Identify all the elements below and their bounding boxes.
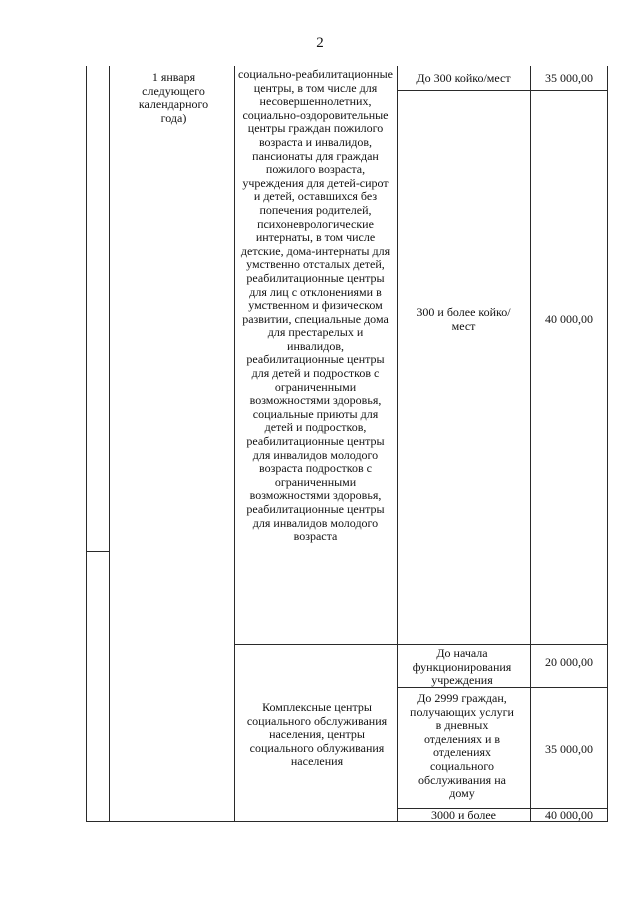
capacity-cell: До 300 койко/мест — [416, 71, 511, 85]
amount-cell: 35 000,00 — [545, 742, 593, 756]
capacity-cell: До начала функционирования учреждения — [412, 646, 512, 688]
row-divider — [86, 551, 109, 552]
amount-cell: 40 000,00 — [545, 312, 593, 326]
capacity-cell: До 2999 граждан, получающих услуги в дневных отделениях и в отделениях социального обслуживания на дому — [410, 691, 514, 801]
table-border-left — [86, 66, 87, 822]
amount-cell: 20 000,00 — [545, 655, 593, 669]
row-divider — [397, 90, 608, 91]
institution-list-cell: социально-реабилитационные центры, в том числе для несовершеннолетних, социально-оздоровительные центры граждан пожилого возраста и инвалидов, пансионаты для граждан пожилого возраста, учреждения для детей-сирот и детей, оставшихся без попечения родителей, психоневрологические интернаты, в том числе детские, дома-интернаты для умственно отсталых детей, реабилитационные центры для лиц с отклонениями в умственном и физическом развитии, специальные дома для престарелых и инвалидов, реабилитационные центры для детей и подростков с ограниченными возможностями здоровья, социальные приюты для детей и подростков, реабилитационные центры для инвалидов молодого возраста подростков с ограниченными возможностями здоровья, реабилитационные центры для инвалидов молодого возраста — [238, 67, 394, 544]
table-column-divider — [397, 66, 398, 822]
period-cell: 1 января следующего календарного года) — [138, 70, 209, 125]
row-divider — [234, 644, 608, 645]
amount-cell: 40 000,00 — [545, 808, 593, 822]
capacity-cell: 3000 и более — [430, 808, 496, 822]
table-border-bottom — [86, 821, 608, 822]
page-number: 2 — [316, 35, 324, 51]
table-column-divider — [530, 66, 531, 822]
amount-cell: 35 000,00 — [545, 71, 593, 85]
table-column-divider — [109, 66, 110, 822]
table-column-divider — [234, 66, 235, 822]
capacity-cell: 300 и более койко/мест — [416, 305, 511, 333]
services-table — [86, 66, 608, 822]
table-border-right — [607, 66, 608, 822]
institution-name-cell: Комплексные центры социального обслуживания населения, центры социального облуживания населения — [246, 700, 388, 769]
